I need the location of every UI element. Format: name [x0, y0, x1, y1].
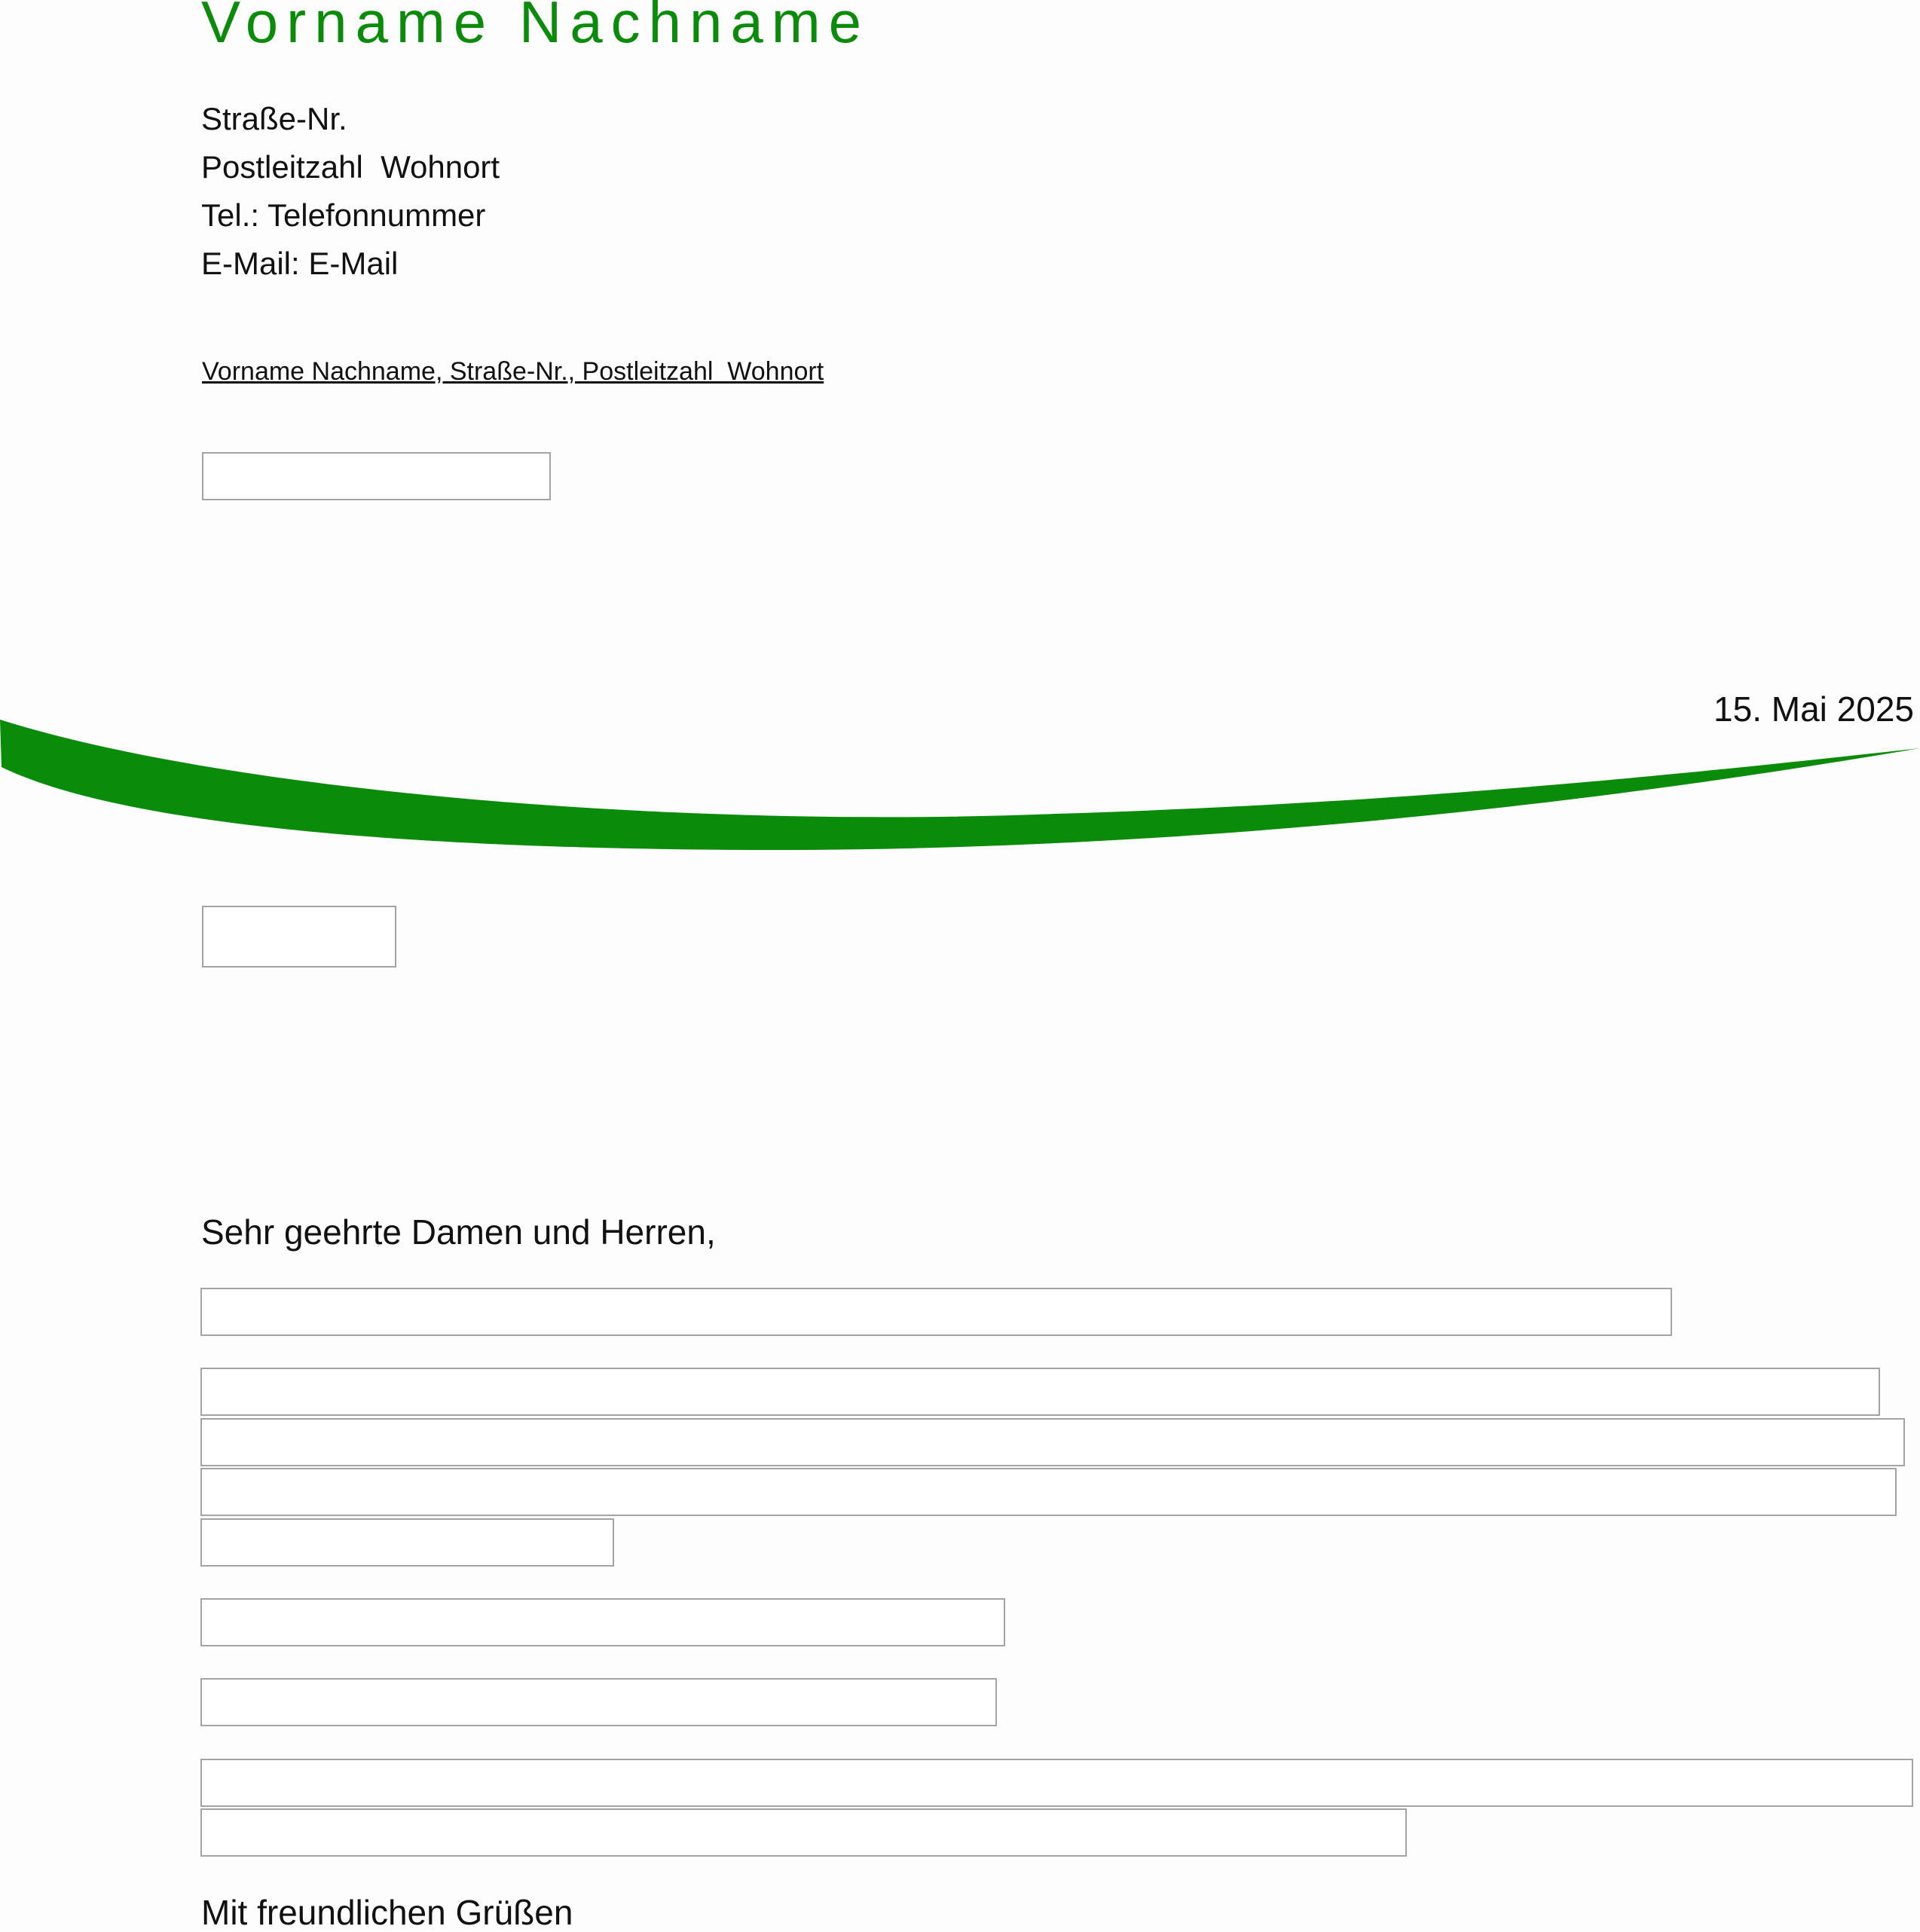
- green-swoosh-decoration: [0, 708, 1920, 859]
- sender-city: Postleitzahl Wohnort: [201, 149, 500, 185]
- recipient-address-field[interactable]: [202, 452, 551, 500]
- letter-date: 15. Mai 2025: [1714, 689, 1914, 729]
- body-text-field[interactable]: [200, 1468, 1897, 1516]
- sender-street: Straße-Nr.: [201, 101, 347, 136]
- body-text-field[interactable]: [200, 1598, 1005, 1646]
- body-text-field[interactable]: [200, 1808, 1407, 1857]
- salutation: Sehr geehrte Damen und Herren,: [201, 1212, 716, 1252]
- body-text-field[interactable]: [200, 1759, 1913, 1807]
- return-address-line: Vorname Nachname, Straße-Nr., Postleitzahl Wohnort: [202, 357, 824, 386]
- subject-field[interactable]: [202, 906, 396, 968]
- body-text-field[interactable]: [200, 1418, 1905, 1466]
- swoosh-shape: [0, 720, 1920, 850]
- body-text-field[interactable]: [200, 1368, 1880, 1416]
- body-text-field[interactable]: [200, 1678, 997, 1726]
- body-text-field[interactable]: [200, 1288, 1672, 1336]
- sender-name-heading: Vorname Nachname: [201, 0, 870, 55]
- sender-phone: Tel.: Telefonnummer: [201, 197, 486, 233]
- body-text-field[interactable]: [200, 1518, 614, 1567]
- closing-phrase: Mit freundlichen Grüßen: [201, 1893, 573, 1932]
- sender-email: E-Mail: E-Mail: [201, 246, 399, 281]
